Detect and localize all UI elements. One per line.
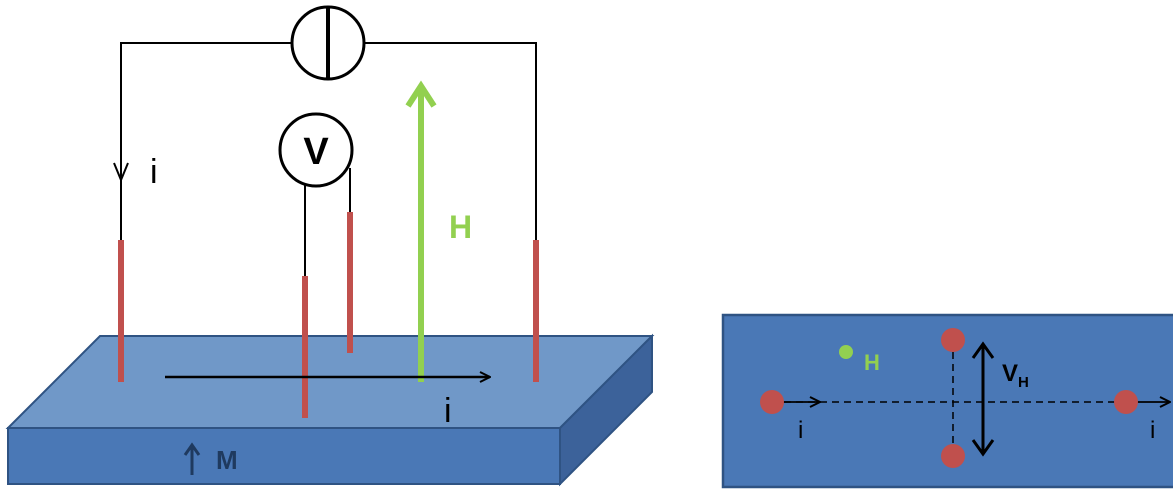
top-view-current-label-left: i	[798, 417, 804, 444]
slab-front-face	[8, 428, 560, 484]
left-source-wire	[121, 43, 292, 240]
top-view-current-label-right: i	[1150, 417, 1156, 444]
right-panel-top-view	[723, 315, 1173, 487]
contact-bottom	[941, 444, 965, 468]
left-panel	[8, 7, 652, 484]
voltmeter-label: V	[303, 131, 329, 173]
hall-voltage-symbol: V	[1002, 360, 1019, 387]
sample-slab	[8, 336, 652, 484]
wire-current-label: i	[150, 153, 158, 191]
contact-right	[1114, 390, 1138, 414]
current-source-symbol	[292, 7, 364, 79]
hall-voltage-subscript: H	[1018, 374, 1029, 391]
slab-top-face	[8, 336, 652, 428]
magnetization-label: M	[216, 445, 238, 475]
slab-current-label: i	[444, 392, 452, 430]
contact-top	[941, 328, 965, 352]
field-out-of-plane-dot	[839, 345, 853, 359]
voltmeter	[280, 114, 352, 186]
top-view-field-label: H	[864, 350, 880, 375]
field-label: H	[449, 209, 473, 245]
contact-left	[760, 390, 784, 414]
